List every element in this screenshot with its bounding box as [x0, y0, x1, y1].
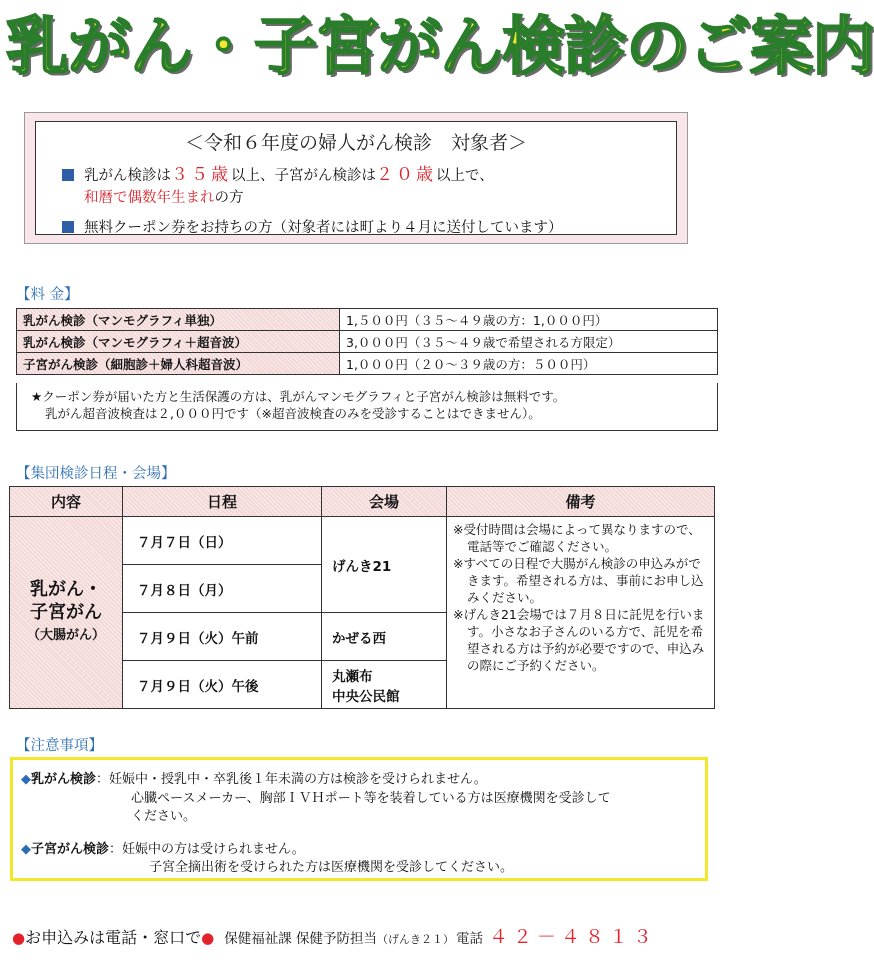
table-row — [17, 331, 718, 353]
venue-cell: かぜる西 — [322, 613, 447, 661]
header-venue: 会場 — [322, 487, 447, 517]
table-row — [10, 517, 715, 565]
fee-name: 乳がん検診（マンモグラフィ単独） — [17, 309, 340, 331]
venue-line: 丸瀬布 — [332, 668, 373, 685]
caution-head: 子宮がん検診 — [31, 842, 110, 857]
exam-kind — [10, 517, 123, 709]
text: 無料クーポン券をお持ちの方（対象者には町より４月に送付しています） — [84, 220, 563, 236]
fee-name: 子宮がん検診（細胞診＋婦人科超音波） — [17, 353, 340, 375]
caution-label: 【注意事項】 — [16, 738, 103, 754]
header-notes: 備考 — [447, 487, 715, 517]
fee-table — [16, 308, 718, 375]
table-row — [17, 353, 718, 375]
target-heading: ＜令和６年度の婦人がん検診 対象者＞ — [184, 132, 527, 154]
kind-sub: （大腸がん） — [26, 628, 105, 643]
caution-breast-line-2: 心臓ペースメーカー、胸部ＩＶＨポート等を装着している方は医療機関を受診して — [131, 791, 611, 806]
kind-line: 乳がん・ — [30, 579, 102, 600]
caution-box — [10, 757, 708, 881]
table-header-row — [10, 487, 715, 517]
caution-uterus-line-2: 子宮全摘出術を受けられた方は医療機関を受診してください。 — [149, 860, 514, 875]
note-item: ※受付時間は会場によって異なりますので、電話等でご確認ください。 — [453, 522, 701, 554]
note-item: ※げんき21会場では７月８日に託児を行います。小さなお子さんのいる方で、託児を希望される方は予約が必要ですので、申込みの際にご予約ください。 — [453, 607, 705, 673]
text: の方 — [214, 190, 244, 206]
caution-text: ：妊娠中・授乳中・卒乳後１年未満の方は検診を受けられません。 — [96, 772, 487, 787]
even-year-text: 和暦で偶数年生まれ — [84, 190, 215, 206]
age-20: ２０歳 — [376, 165, 436, 185]
fee-price: 1,０００円（２０～３９歳の方：５００円） — [340, 353, 718, 375]
text: 以上で、 — [436, 168, 494, 184]
text: 以上、子宮がん検診は — [231, 168, 376, 184]
department: 保健福祉課 保健予防担当 — [224, 931, 377, 947]
caution-breast-line-1 — [21, 768, 487, 787]
red-dot-icon: ● — [12, 929, 26, 947]
diamond-bullet-icon: ◆ — [21, 772, 31, 787]
date-cell: ７月９日（火）午前 — [123, 613, 322, 661]
diamond-bullet-icon: ◆ — [21, 842, 31, 857]
caution-uterus-line-1 — [21, 838, 305, 857]
schedule-label: 【集団検診日程・会場】 — [16, 466, 176, 482]
page-title: 乳がん・子宮がん検診のご案内 — [6, 10, 874, 83]
footer — [12, 922, 657, 949]
age-35: ３５歳 — [171, 165, 231, 185]
venue-cell — [322, 661, 447, 709]
fee-price: 3,０００円（３５～４９歳で希望される方限定） — [340, 331, 718, 353]
date-cell: ７月８日（月） — [123, 565, 322, 613]
target-line-2 — [84, 186, 244, 207]
phone-number[interactable]: ４２－４８１３ — [489, 926, 658, 948]
fee-note — [16, 383, 718, 431]
venue-line: 中央公民館 — [332, 688, 400, 705]
fees-label: 【料 金】 — [16, 287, 79, 303]
fee-note-line-2: 乳がん超音波検査は２,０００円です（※超音波検査のみを受診することはできません）。 — [45, 406, 541, 421]
apply-text: お申込みは電話・窓口で — [25, 928, 202, 947]
caution-head: 乳がん検診 — [31, 772, 97, 787]
kind-line: 子宮がん — [30, 602, 102, 623]
date-cell: ７月７日（日） — [123, 517, 322, 565]
text: 乳がん検診は — [84, 168, 171, 184]
target-line-3 — [62, 216, 563, 237]
caution-breast-line-3: ください。 — [131, 809, 197, 824]
schedule-table — [9, 486, 715, 709]
square-bullet-icon — [62, 221, 74, 233]
header-date: 日程 — [123, 487, 322, 517]
notes-cell — [447, 517, 715, 709]
header-content: 内容 — [10, 487, 123, 517]
red-dot-icon: ● — [201, 929, 215, 947]
department-sub: （げんき２１） — [377, 933, 454, 946]
fee-price: 1,５００円（３５～４９歳の方：1,０００円） — [340, 309, 718, 331]
fee-name: 乳がん検診（マンモグラフィ＋超音波） — [17, 331, 340, 353]
date-cell: ７月９日（火）午後 — [123, 661, 322, 709]
venue-cell: げんき21 — [322, 517, 447, 613]
fee-note-line-1: ★クーポン券が届いた方と生活保護の方は、乳がんマンモグラフィと子宮がん検診は無料です。 — [31, 389, 566, 404]
square-bullet-icon — [62, 169, 74, 181]
caution-text: ：妊娠中の方は受けられません。 — [109, 842, 305, 857]
target-line-1 — [62, 160, 494, 185]
tel-label: 電話 — [456, 931, 483, 947]
note-item: ※すべての日程で大腸がん検診の申込みができます。希望される方は、事前にお申し込みください。 — [453, 556, 704, 605]
table-row — [17, 309, 718, 331]
target-box — [24, 112, 688, 244]
target-inner — [35, 121, 677, 235]
